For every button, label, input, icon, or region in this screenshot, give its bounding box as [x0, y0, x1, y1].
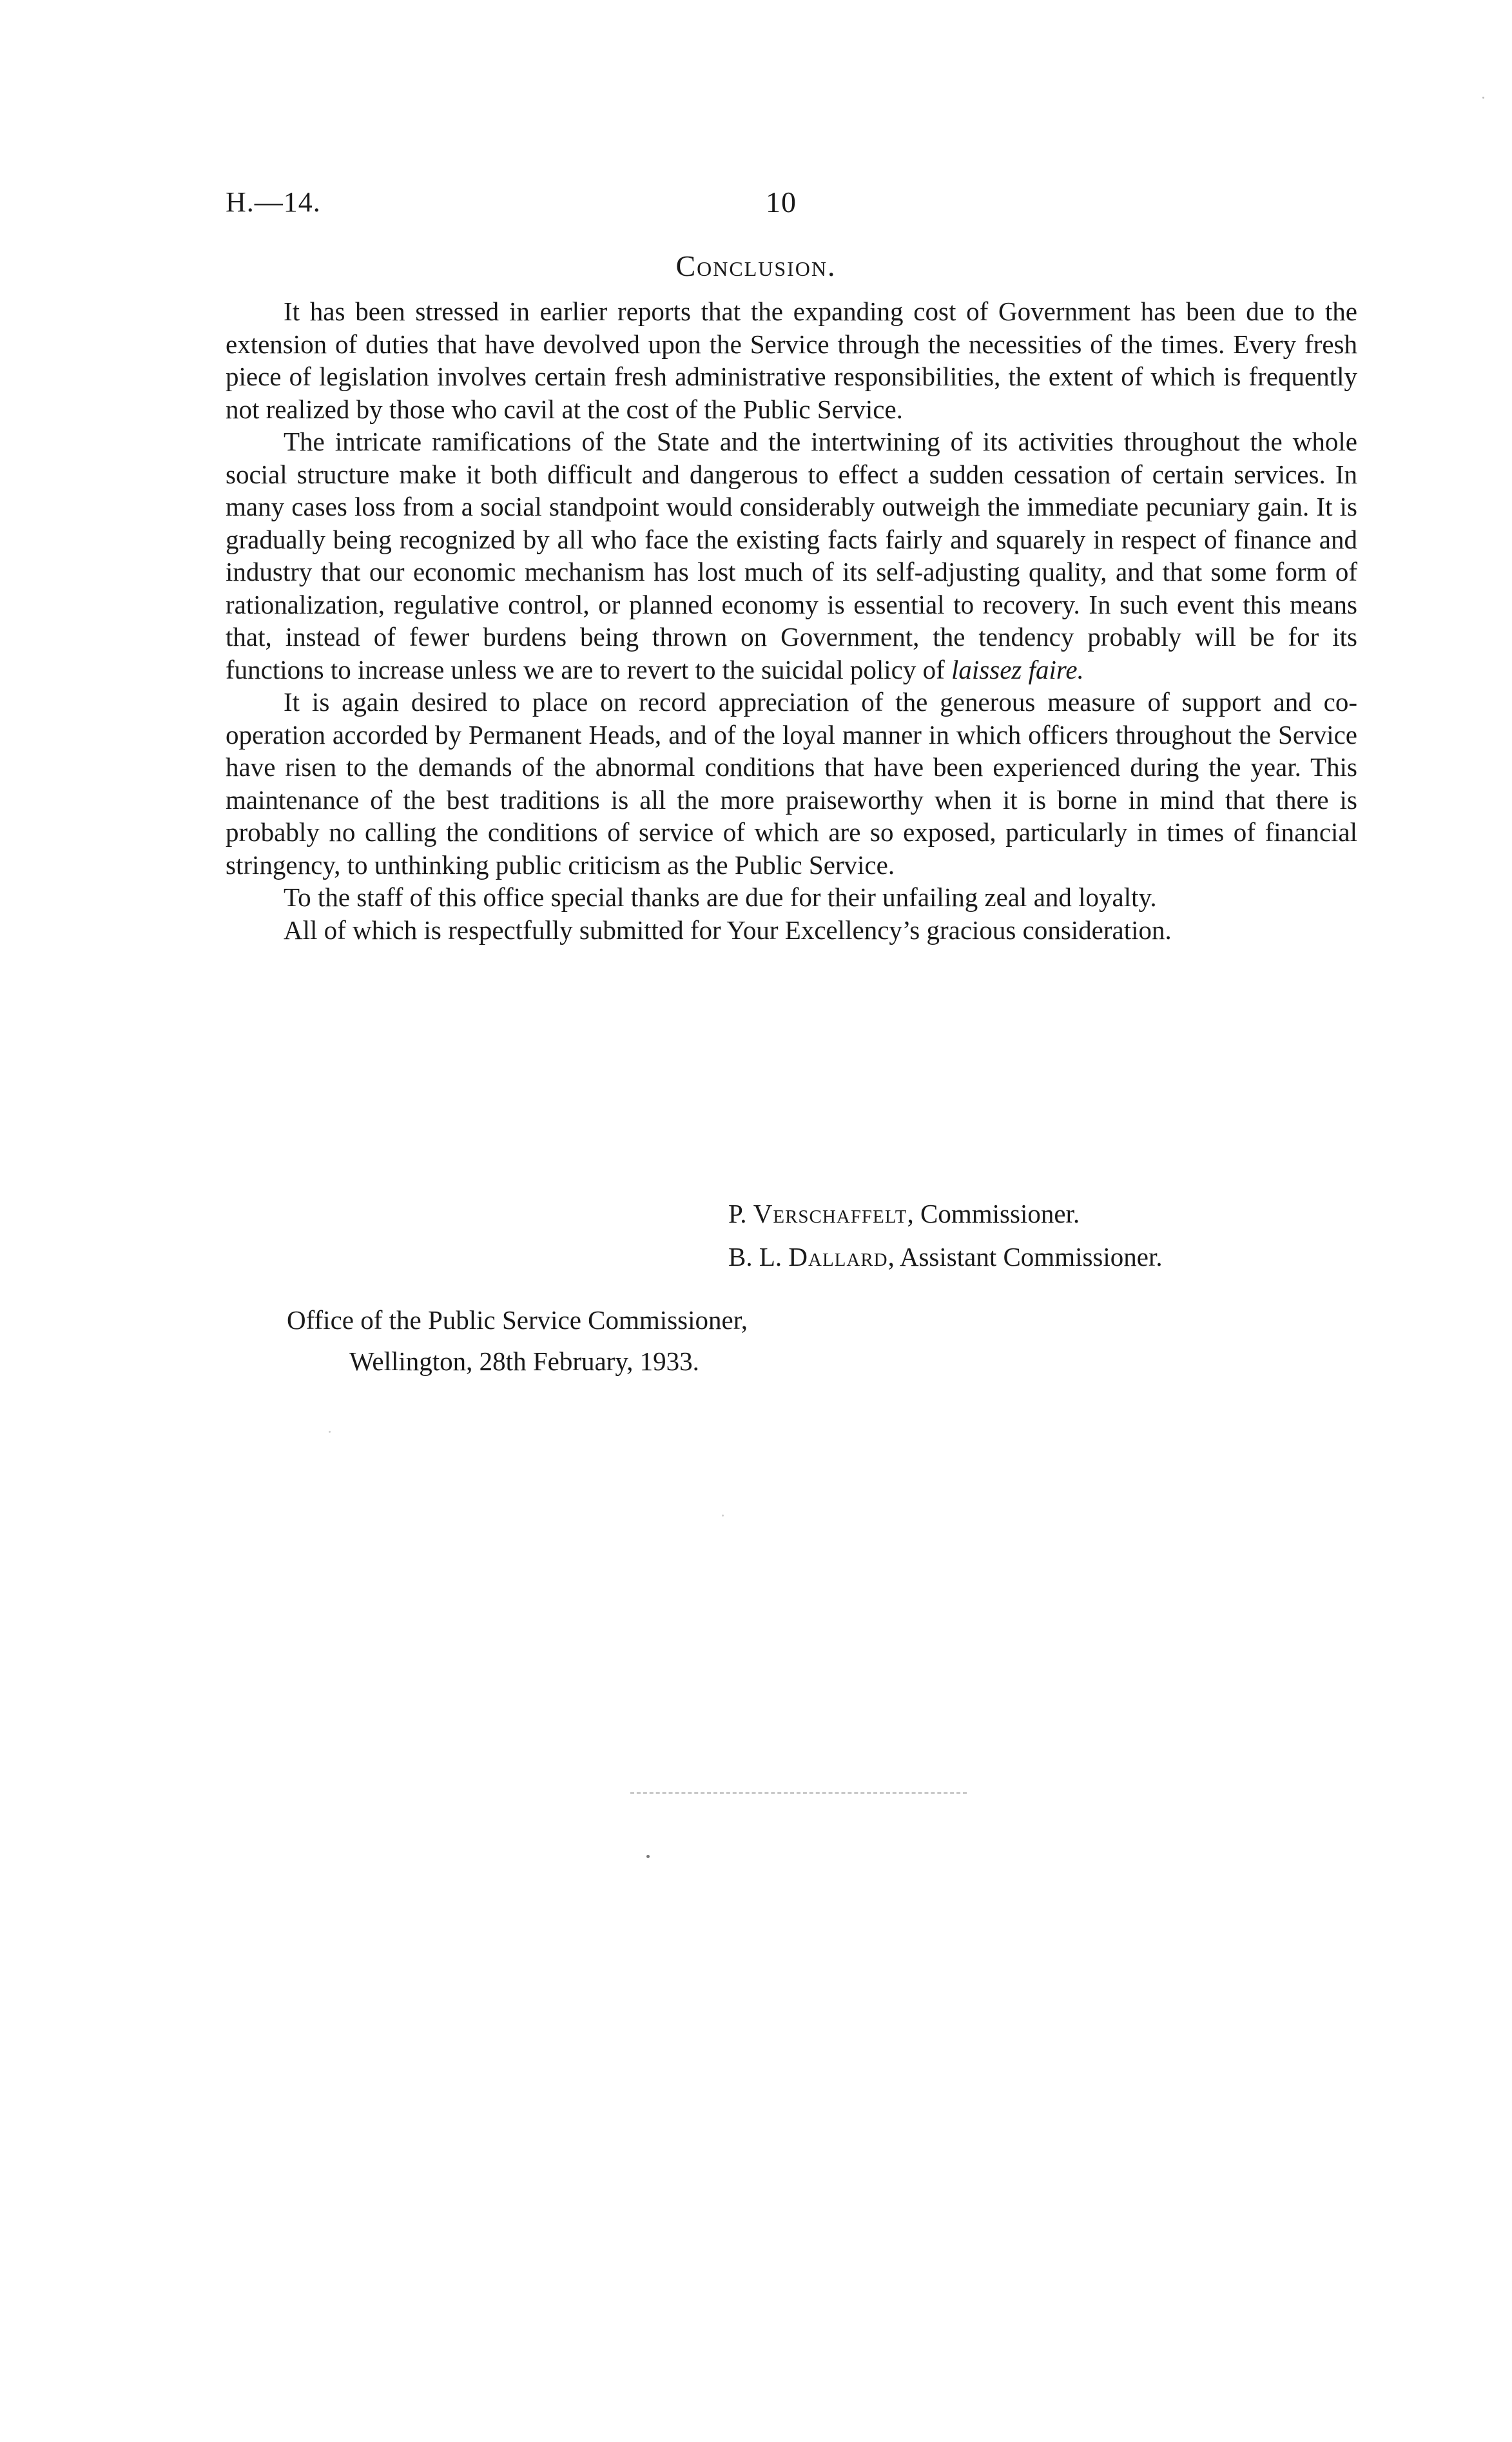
paragraph: All of which is respectfully submitted for Your Excellency’s gracious consideration. [284, 915, 1172, 945]
signatory-initials: P. [728, 1199, 747, 1228]
italic-phrase: laissez faire. [951, 654, 1084, 684]
print-speck [1482, 97, 1484, 99]
signatory [728, 1239, 1163, 1275]
signatory-surname: Dallard [788, 1242, 888, 1272]
office-address [287, 1302, 748, 1379]
signature-block [728, 1196, 1163, 1282]
report-body [226, 295, 1357, 946]
paragraph [226, 425, 1357, 686]
divider-rule [630, 1792, 967, 1794]
signatory-title: , Assistant Commissioner. [887, 1242, 1163, 1272]
paragraph-text: The intricate ramifications of the State and the intertwining of its activities throughout the whole social structure make it both difficult and dangerous to effect a sudden cessation of certain services. In many cases loss from a social standpoint would considerably outweigh the immediate pecuniary gain. It is gradually being recognized by all who face the existing facts fairly and squarely in respect of finance and industry that our economic mechanism has lost much of its self-adjusting quality, and that some form of rationalization, regulative control, or planned economy is essential to recovery. In such event this means that, instead of fewer burdens being thrown on Government, the tendency probably will be for its functions to increase unless we are to revert to the suicidal policy of [226, 427, 1357, 684]
paragraph: It is again desired to place on record appreciation of the generous measure of support and co-operation accorded by Permanent Heads, and of the loyal manner in which officers throughout the Service have risen to the demands of the abnormal conditions that have been experienced during the year. This maintenance of the best traditions is all the more praiseworthy when it is borne in mind that there is probably no calling the conditions of service of which are so exposed, particularly in times of financial stringency, to unthinking public criticism as the Public Service. [226, 687, 1357, 880]
paragraph: It has been stressed in earlier reports that the expanding cost of Government has been due to the extension of duties that have devolved upon the Service through the necessities of the times. Every fresh piece of legislation involves certain fresh administrative responsibilities, the extent of which is frequently not realized by those who cavil at the cost of the Public Service. [226, 296, 1357, 424]
section-title: Conclusion. [675, 249, 837, 282]
signatory-title: , Commissioner. [907, 1199, 1080, 1228]
office-line: Office of the Public Service Commissioner, [287, 1305, 748, 1335]
place-and-date: Wellington, 28th February, 1933. [349, 1346, 699, 1376]
document-reference: H.—14. [226, 186, 321, 218]
page-number: 10 [766, 186, 797, 218]
print-speck [646, 1855, 650, 1858]
print-speck [722, 1515, 724, 1517]
signatory-surname: Verschaffelt [753, 1199, 907, 1228]
signatory [728, 1196, 1163, 1232]
signatory-initials: B. L. [728, 1242, 782, 1272]
print-speck [329, 1431, 331, 1433]
paragraph: To the staff of this office special thanks are due for their unfailing zeal and loyalty. [284, 882, 1157, 912]
